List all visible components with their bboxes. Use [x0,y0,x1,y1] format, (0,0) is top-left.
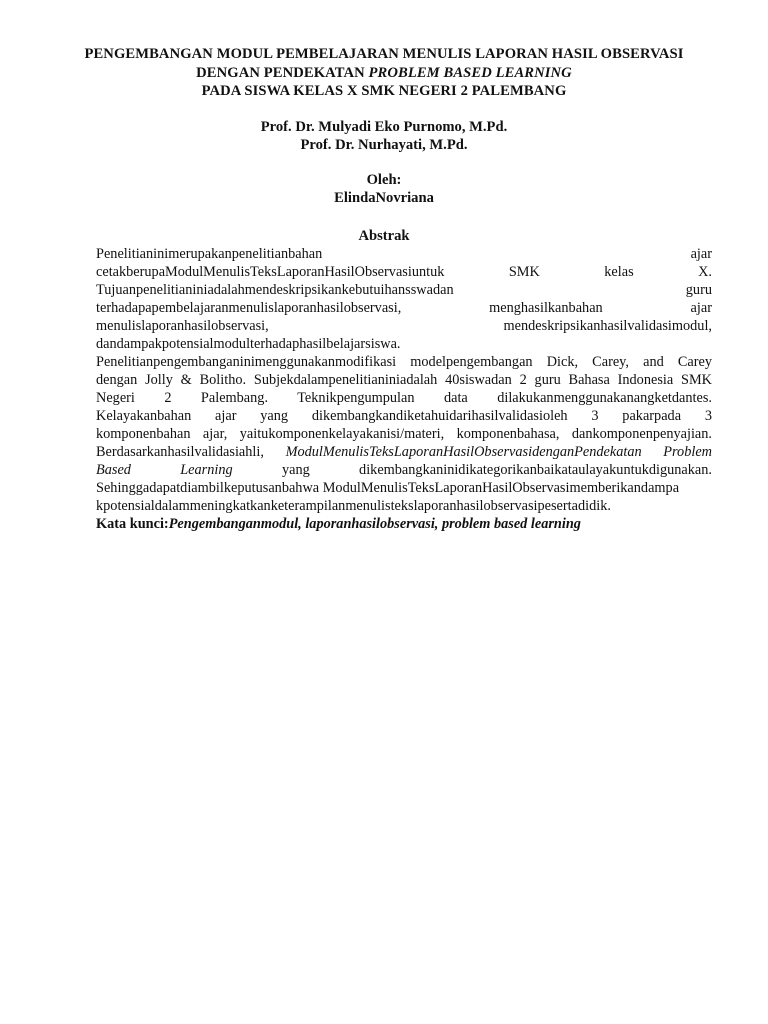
keywords-value: Pengembanganmodul, laporanhasilobservasi, problem based learning [168,516,581,532]
abstract-line-5: menulislaporanhasilobservasi, mendeskripsikanhasilvalidasimodul, [96,318,712,334]
by-line [40,171,728,207]
abstract-line-3: Tujuanpenelitianiniadalahmendeskripsikankebutuihansswadan guru [96,282,712,298]
by-label: Oleh: [366,172,402,188]
title-line-2-prefix: DENGAN PENDEKATAN [196,64,369,81]
abstract-heading: Abstrak [358,228,410,244]
by-name: ElindaNovriana [334,190,434,206]
title-line-2 [40,64,728,83]
abstract-line-13-italic: Based Learning [96,462,233,478]
abstract-line-4: terhadapapembelajaranmenulislaporanhasilobservasi, menghasilkanbahan ajar [96,300,712,316]
title-line-1: PENGEMBANGAN MODUL PEMBELAJARAN MENULIS LAPORAN HASIL OBSERVASI [84,46,684,62]
keywords [96,515,712,533]
abstract-line-14: Sehinggadapatdiambilkeputusanbahwa ModulMenulisTeksLaporanHasilObservasimemberikandampa [96,480,680,496]
author-1: Prof. Dr. Mulyadi Eko Purnomo, M.Pd. [260,119,508,135]
author-2: Prof. Dr. Nurhayati, M.Pd. [300,137,468,153]
abstract-line-1: Penelitianinimerupakanpenelitianbahan ajar [96,246,712,262]
abstract-line-11: komponenbahan ajar, yaitukomponenkelayakanisi/materi, komponenbahasa, dankomponenpenyajian. [96,426,712,442]
abstract-line-8: dengan Jolly & Bolitho. Subjekdalampenelitianiniadalah 40siswadan 2 guru Bahasa Indonesia SMK [96,372,712,388]
abstract-line-12-italic: ModulMenulisTeksLaporanHasilObservasidenganPendekatan Problem [285,444,712,460]
abstract-line-6: dandampakpotensialmodulterhadaphasilbelajarsiswa. [96,336,401,352]
title-line-3: PADA SISWA KELAS X SMK NEGERI 2 PALEMBANG [201,83,567,99]
abstract-line-7: Penelitianpengembanganinimenggunakanmodifikasi modelpengembangan Dick, Carey, and Carey [96,354,712,370]
abstract-line-12-prefix: Berdasarkanhasilvalidasiahli, [96,444,286,460]
abstract-line-9: Negeri 2 Palembang. Teknikpengumpulan data dilakukanmenggunakanangketdantes. [96,390,712,406]
abstract-line-2: cetakberupaModulMenulisTeksLaporanHasilObservasiuntuk SMK kelas X. [96,264,712,280]
abstract-line-12 [96,443,712,461]
abstract-line-15: kpotensialdalammeningkatkanketerampilanmenulistekslaporanhasilobservasipesertadidik. [96,498,611,514]
keywords-label: Kata kunci: [96,516,169,532]
abstract-line-13 [96,461,712,479]
abstract-body [96,245,712,533]
author-list [40,118,728,154]
paper-title [40,45,728,101]
title-line-2-italic: PROBLEM BASED LEARNING [368,64,572,81]
abstract-line-10: Kelayakanbahan ajar yang dikembangkandiketahuidarihasilvalidasioleh 3 pakarpada 3 [96,408,712,424]
abstract-line-13-rest: yang dikembangkaninidikategorikanbaikataulayakuntukdigunakan. [232,462,712,478]
